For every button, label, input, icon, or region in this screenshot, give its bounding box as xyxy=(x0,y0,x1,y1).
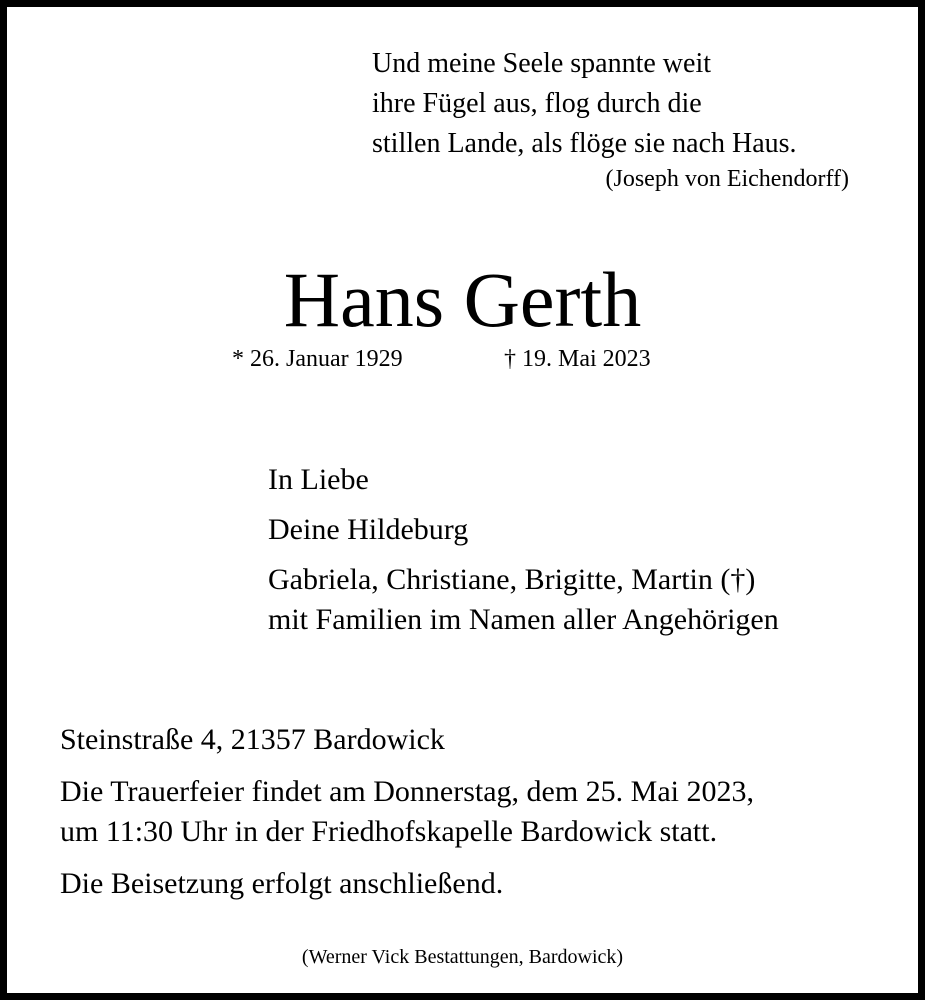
poem-line: Und meine Seele spannte weit xyxy=(372,48,712,79)
ceremony-line: um 11:30 Uhr in der Friedhofskapelle Bardowick statt. xyxy=(60,815,718,848)
poem-line: stillen Lande, als flöge sie nach Haus. xyxy=(372,128,797,159)
deceased-name: Hans Gerth xyxy=(283,256,642,343)
poem xyxy=(372,44,797,164)
birth-date: * 26. Januar 1929 xyxy=(232,346,403,372)
life-dates xyxy=(232,346,651,373)
mourners-family: mit Familien im Namen aller Angehörigen xyxy=(268,603,779,636)
mourners-children: Gabriela, Christiane, Brigitte, Martin (†) xyxy=(268,563,756,596)
death-date: † 19. Mai 2023 xyxy=(504,346,651,372)
details-block xyxy=(60,720,754,904)
poem-author: (Joseph von Eichendorff) xyxy=(605,166,849,192)
mourners-intro: In Liebe xyxy=(268,463,369,496)
address: Steinstraße 4, 21357 Bardowick xyxy=(60,723,445,756)
mourners-spouse: Deine Hildeburg xyxy=(268,513,469,546)
undertaker-credit: (Werner Vick Bestattungen, Bardowick) xyxy=(301,946,624,968)
poem-line: ihre Fügel aus, flog durch die xyxy=(372,88,702,119)
deceased-name-block xyxy=(0,254,925,346)
burial-info: Die Beisetzung erfolgt anschließend. xyxy=(60,867,504,900)
ceremony-line: Die Trauerfeier findet am Donnerstag, dem 25. Mai 2023, xyxy=(60,775,754,808)
mourners-block xyxy=(268,460,779,640)
